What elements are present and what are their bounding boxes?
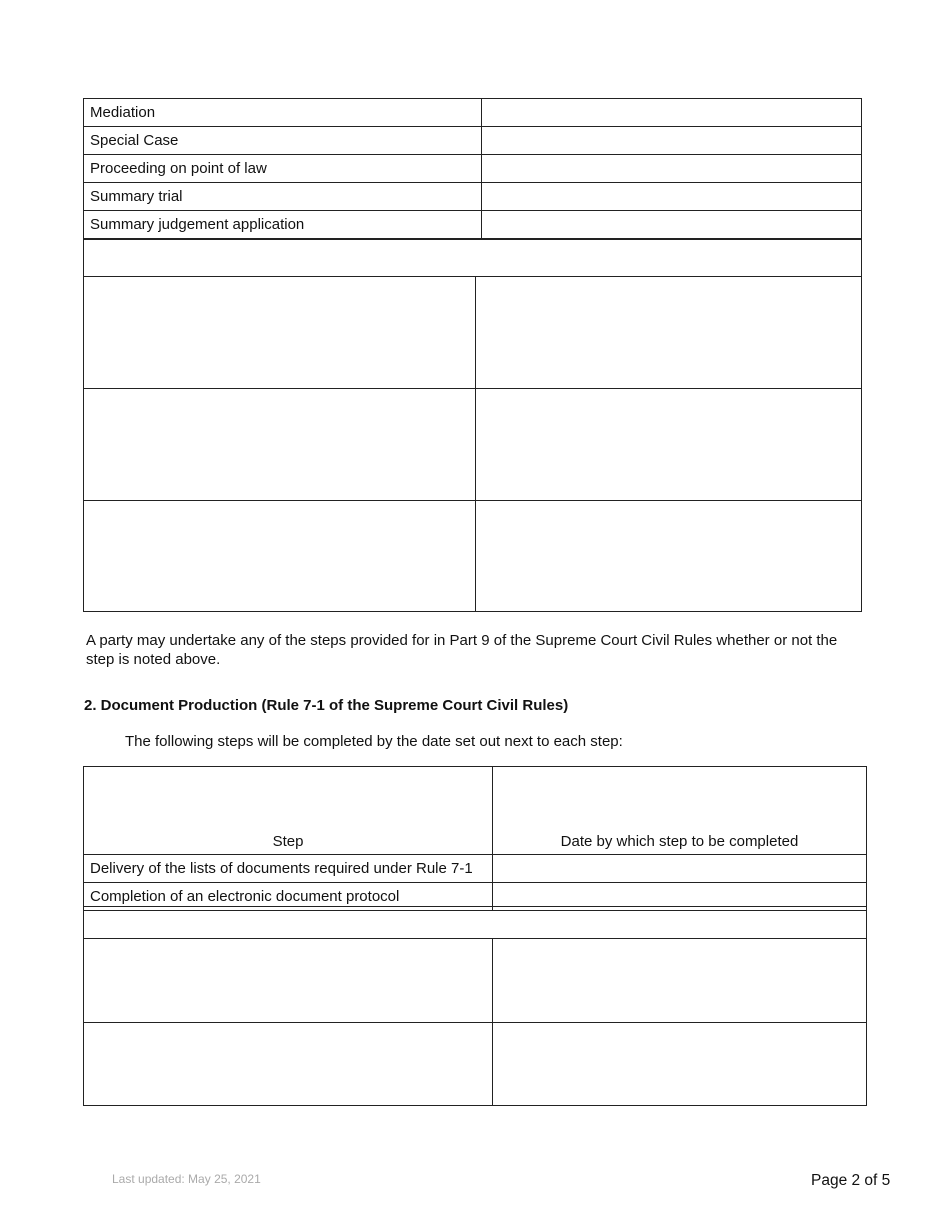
- column-header-step: Step: [84, 767, 493, 855]
- divider: [84, 276, 861, 277]
- row-value-field[interactable]: [482, 183, 862, 211]
- divider: [84, 938, 866, 939]
- step-label: Delivery of the lists of documents required under Rule 7-1: [84, 855, 493, 883]
- divider: [84, 500, 861, 501]
- row-label: Mediation: [84, 99, 482, 127]
- blank-cell[interactable]: [84, 240, 861, 276]
- step-label: Completion of an electronic document protocol: [84, 883, 493, 911]
- table-row: [84, 155, 862, 183]
- divider: [475, 276, 476, 612]
- table-header-row: [84, 767, 867, 855]
- column-header-date: Date by which step to be completed: [493, 767, 867, 855]
- row-value-field[interactable]: [482, 127, 862, 155]
- blank-cell[interactable]: [84, 907, 866, 938]
- divider: [84, 1022, 866, 1023]
- table-row: [84, 127, 862, 155]
- section-intro: The following steps will be completed by the date set out next to each step:: [125, 733, 623, 750]
- row-label: Proceeding on point of law: [84, 155, 482, 183]
- date-field[interactable]: [493, 855, 867, 883]
- divider: [492, 938, 493, 1105]
- row-value-field[interactable]: [482, 211, 862, 239]
- table-row: [84, 855, 867, 883]
- row-value-field[interactable]: [482, 155, 862, 183]
- blank-additional-documents-table: [83, 906, 867, 1106]
- table-row: [84, 183, 862, 211]
- page-number: Page 2 of 5: [811, 1172, 891, 1189]
- table-row: [84, 211, 862, 239]
- part9-notice: A party may undertake any of the steps provided for in Part 9 of the Supreme Court Civil Rules whether or not the step is noted above.: [86, 632, 838, 668]
- document-production-table: [83, 766, 867, 911]
- blank-additional-steps-table: [83, 239, 862, 612]
- row-value-field[interactable]: [482, 99, 862, 127]
- table-row: [84, 99, 862, 127]
- divider: [84, 388, 861, 389]
- row-label: Summary trial: [84, 183, 482, 211]
- section-heading: 2. Document Production (Rule 7-1 of the Supreme Court Civil Rules): [84, 697, 569, 714]
- row-label: Summary judgement application: [84, 211, 482, 239]
- last-updated: Last updated: May 25, 2021: [112, 1172, 261, 1186]
- procedures-table: [83, 98, 862, 239]
- row-label: Special Case: [84, 127, 482, 155]
